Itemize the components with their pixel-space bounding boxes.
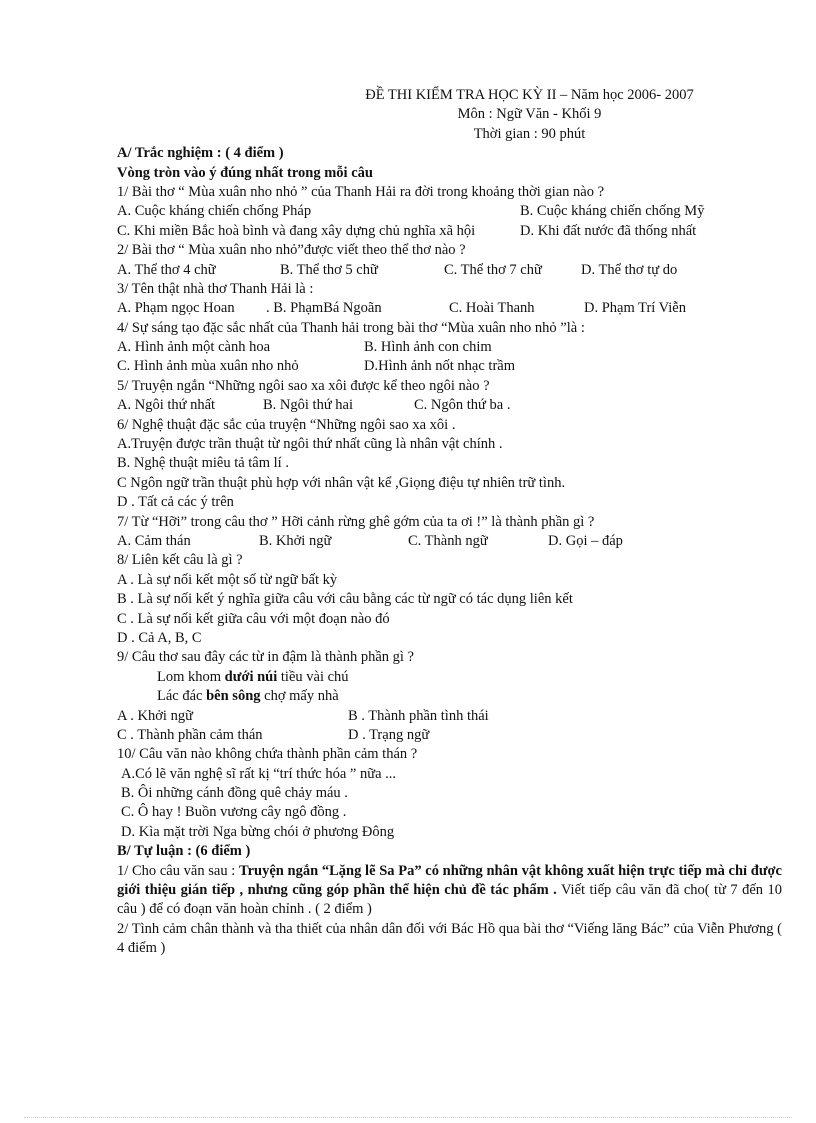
question-5: 5/ Truyện ngắn “Những ngôi sao xa xôi được kể theo ngôi nào ? bbox=[117, 377, 490, 394]
question-1-options-row-1 bbox=[117, 202, 782, 221]
question-10: 10/ Câu văn nào không chứa thành phần cảm thán ? bbox=[117, 746, 418, 763]
option-9a: A . Khởi ngữ bbox=[117, 707, 193, 724]
part-a-heading: A/ Trắc nghiệm : ( 4 điểm ) bbox=[117, 145, 284, 162]
option-2b: B. Thể thơ 5 chữ bbox=[280, 261, 378, 278]
question-6: 6/ Nghệ thuật đặc sắc của truyện “Những ngôi sao xa xôi . bbox=[117, 416, 456, 433]
question-1-options-row-2 bbox=[117, 222, 782, 241]
question-8: 8/ Liên kết câu là gì ? bbox=[117, 552, 243, 569]
option-4c: C. Hình ảnh mùa xuân nho nhỏ bbox=[117, 358, 299, 375]
option-9d: D . Trạng ngữ bbox=[348, 726, 430, 743]
question-5-options bbox=[117, 396, 782, 415]
question-9-options-row-2 bbox=[117, 726, 782, 745]
option-5b: B. Ngôi thứ hai bbox=[263, 397, 354, 414]
poem-2-bold: bên sông bbox=[206, 688, 261, 705]
poem-line-1 bbox=[117, 668, 782, 687]
option-8d: D . Cả A, B, C bbox=[117, 629, 202, 646]
option-6b: B. Nghệ thuật miêu tả tâm lí . bbox=[117, 455, 289, 472]
question-9: 9/ Câu thơ sau đây các từ in đậm là thành phần gì ? bbox=[117, 649, 414, 666]
poem-line-2 bbox=[117, 687, 782, 706]
essay-2: 2/ Tình cảm chân thành và tha thiết của nhân dân đối với Bác Hồ qua bài thơ “Viếng lăng Bác” của Viễn Phương ( 4 điểm ) bbox=[117, 920, 782, 957]
poem-2-post: chợ mấy nhà bbox=[260, 688, 339, 705]
option-9b: B . Thành phần tình thái bbox=[348, 707, 489, 724]
essay-1-post: Viết tiếp câu văn đã cho( từ 7 đến 10 câu ) để có đoạn văn hoàn chỉnh . ( 2 điểm ) bbox=[117, 882, 783, 918]
essay-1-bold: Truyện ngắn “Lặng lẽ Sa Pa” có những nhân vật không xuất hiện trực tiếp mà chỉ được giới thiệu gián tiếp , nhưng cũng góp phần thể hiện chủ đề tác phẩm . bbox=[117, 862, 782, 899]
poem-1-post: tiều vài chú bbox=[277, 668, 349, 685]
option-8c: C . Là sự nối kết giữa câu với một đoạn nào đó bbox=[117, 610, 390, 627]
question-7-options bbox=[117, 532, 782, 551]
option-8a: A . Là sự nối kết một số từ ngữ bất kỳ bbox=[117, 571, 338, 588]
poem-2-pre: Lác đác bbox=[157, 688, 207, 705]
option-4a: A. Hình ảnh một cành hoa bbox=[117, 339, 271, 356]
part-b-heading: B/ Tự luận : (6 điểm ) bbox=[117, 843, 251, 860]
option-3a: A. Phạm ngọc Hoan bbox=[117, 300, 235, 317]
question-3-options bbox=[117, 299, 782, 318]
exam-title: ĐỀ THI KIỂM TRA HỌC KỲ II – Năm học 2006- 2007 bbox=[365, 87, 694, 103]
option-10c: C. Ô hay ! Buồn vương cây ngô đồng . bbox=[121, 804, 347, 821]
part-a-instruction: Vòng tròn vào ý đúng nhất trong mỗi câu bbox=[117, 164, 373, 181]
option-1d: D. Khi đất nước đã thống nhất bbox=[520, 222, 697, 239]
question-4-options-row-2 bbox=[117, 357, 782, 376]
option-5c: C. Ngôn thứ ba . bbox=[414, 397, 511, 414]
option-7c: C. Thành ngữ bbox=[408, 532, 488, 549]
option-9c: C . Thành phần cảm thán bbox=[117, 726, 263, 743]
option-8b: B . Là sự nối kết ý nghĩa giữa câu với câu bằng các từ ngữ có tác dụng liên kết bbox=[117, 591, 573, 608]
essay-1-pre: 1/ Cho câu văn sau : bbox=[117, 862, 240, 879]
option-1a: A. Cuộc kháng chiến chống Pháp bbox=[117, 203, 312, 220]
option-7b: B. Khởi ngữ bbox=[259, 532, 332, 549]
option-6a: A.Truyện được trần thuật từ ngôi thứ nhất cũng là nhân vật chính . bbox=[117, 436, 503, 453]
option-4b: B. Hình ảnh con chim bbox=[364, 339, 492, 356]
essay-1 bbox=[117, 862, 782, 920]
question-4: 4/ Sự sáng tạo đặc sắc nhất của Thanh hải trong bài thơ “Mùa xuân nho nhỏ ”là : bbox=[117, 319, 585, 336]
page-bottom-rule bbox=[24, 1117, 792, 1118]
poem-1-pre: Lom khom bbox=[157, 668, 225, 685]
option-10d: D. Kìa mặt trời Nga bừng chói ở phương Đông bbox=[121, 823, 395, 840]
question-1: 1/ Bài thơ “ Mùa xuân nho nhỏ ” của Thanh Hải ra đời trong khoảng thời gian nào ? bbox=[117, 183, 605, 200]
option-5a: A. Ngôi thứ nhất bbox=[117, 397, 216, 414]
question-3: 3/ Tên thật nhà thơ Thanh Hải là : bbox=[117, 280, 314, 297]
option-2d: D. Thể thơ tự do bbox=[581, 261, 678, 278]
option-10a: A.Có lẽ văn nghệ sĩ rất kị “trí thức hóa ” nữa ... bbox=[121, 765, 397, 782]
question-2: 2/ Bài thơ “ Mùa xuân nho nhỏ”được viết theo thể thơ nào ? bbox=[117, 242, 466, 259]
option-2a: A. Thể thơ 4 chữ bbox=[117, 261, 216, 278]
option-10b: B. Ôi những cánh đồng quê chảy máu . bbox=[121, 785, 348, 802]
question-7: 7/ Từ “Hỡi” trong câu thơ ” Hỡi cảnh rừng ghê gớm của ta ơi !” là thành phần gì ? bbox=[117, 513, 595, 530]
option-4d: D.Hình ảnh nốt nhạc trầm bbox=[364, 358, 516, 375]
option-3b: . B. PhạmBá Ngoãn bbox=[266, 300, 382, 317]
exam-subject: Môn : Ngữ Văn - Khối 9 bbox=[457, 106, 602, 123]
option-2c: C. Thể thơ 7 chữ bbox=[444, 261, 542, 278]
option-6c: C Ngôn ngữ trần thuật phù hợp với nhân vật kể ,Giọng điệu tự nhiên trữ tình. bbox=[117, 474, 566, 491]
exam-time: Thời gian : 90 phút bbox=[473, 125, 586, 142]
poem-1-bold: dưới núi bbox=[224, 668, 278, 685]
option-1b: B. Cuộc kháng chiến chống Mỹ bbox=[520, 203, 705, 220]
option-1c: C. Khi miền Bắc hoà bình và đang xây dựng chủ nghĩa xã hội bbox=[117, 222, 476, 239]
question-2-options bbox=[117, 261, 782, 280]
option-7a: A. Cảm thán bbox=[117, 532, 191, 549]
option-6d: D . Tất cả các ý trên bbox=[117, 494, 234, 511]
option-7d: D. Gọi – đáp bbox=[548, 532, 623, 549]
option-3c: C. Hoài Thanh bbox=[449, 300, 535, 317]
option-3d: D. Phạm Trí Viễn bbox=[584, 300, 686, 317]
question-4-options-row-1 bbox=[117, 338, 782, 357]
exam-page bbox=[117, 86, 782, 959]
question-9-options-row-1 bbox=[117, 707, 782, 726]
